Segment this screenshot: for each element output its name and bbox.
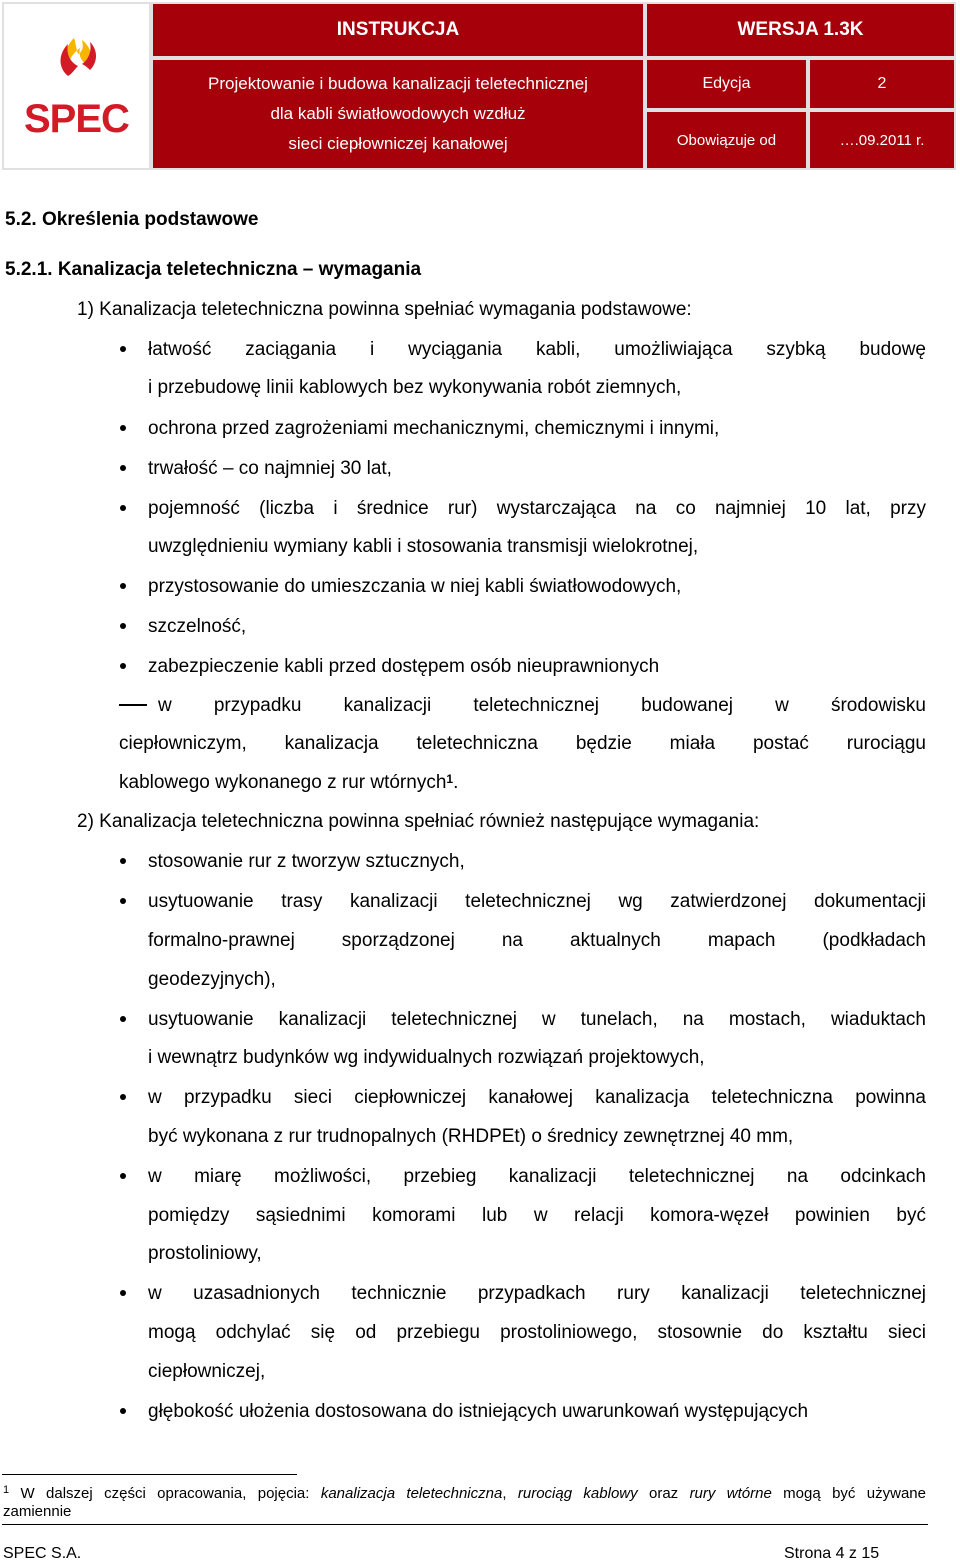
logo-wordmark: SPEC (24, 97, 129, 141)
document-header (2, 2, 956, 170)
version-cell: WERSJA 1.3K (645, 2, 956, 58)
doc-type-cell: INSTRUKCJA (151, 2, 645, 58)
list-item: głębokość ułożenia dostosowana do istniejących uwarunkowań występujących (148, 1401, 809, 1422)
list-item-cont: i przebudowę linii kablowych bez wykonywania robót ziemnych, (148, 377, 682, 398)
list-item-cont: uwzględnieniu wymiany kabli i stosowania transmisji wielokrotnej, (148, 536, 699, 557)
list-item: zabezpieczenie kabli przed dostępem osób nieuprawnionych (148, 656, 660, 677)
footnote-line-1: $^1$ W dalszej części opracowania, pojęcia: kanalizacja teletechniczna, rurociąg kablowy oraz rury wtórne mogą być używane (3, 1484, 926, 1502)
bullet-icon (120, 858, 126, 864)
list-item-1-intro: 1) Kanalizacja teletechniczna powinna spełniać wymagania podstawowe: (77, 299, 692, 320)
company-logo (2, 2, 151, 170)
edition-value: 2 (808, 58, 956, 110)
footnote-ref: 1 (446, 772, 454, 786)
list-item: w uzasadnionych technicznie przypadkach rury kanalizacji teletechnicznej (148, 1283, 926, 1304)
project-title-line-2: dla kabli światłowodowych wzdłuż (270, 104, 526, 123)
valid-from-label: Obowiązuje od (645, 110, 808, 170)
section-heading-5-2: 5.2. Określenia podstawowe (5, 209, 259, 230)
footer-page-number: Strona 4 z 15 (784, 1545, 880, 1562)
list-item: w przypadku sieci ciepłowniczej kanałowej kanalizacja teletechniczna powinna (148, 1087, 926, 1108)
project-title-line-3: sieci ciepłowniczej kanałowej (288, 134, 508, 153)
list-item-cont: być wykonana z rur trudnopalnych (RHDPEt) o średnicy zewnętrznej 40 mm, (148, 1126, 794, 1147)
list-item: usytuowanie trasy kanalizacji teletechnicznej wg zatwierdzonej dokumentacji (148, 891, 926, 912)
dash-marker (119, 704, 147, 706)
list-item: szczelność, (148, 616, 247, 637)
bullet-icon (120, 425, 126, 431)
bullet-icon (120, 583, 126, 589)
list-item: usytuowanie kanalizacji teletechnicznej w tunelach, na mostach, wiaduktach (148, 1009, 926, 1030)
list-item-cont: geodezyjnych), (148, 969, 276, 990)
bullet-icon (120, 623, 126, 629)
list-item-cont: ciepłowniczej, (148, 1361, 266, 1382)
list-item-cont: i wewnątrz budynków wg indywidualnych rozwiązań projektowych, (148, 1047, 705, 1068)
dash-paragraph-line-1: w przypadku kanalizacji teletechnicznej budowanej w środowisku (158, 695, 926, 716)
bullet-icon (120, 898, 126, 904)
list-item: ochrona przed zagrożeniami mechanicznymi, chemicznymi i innymi, (148, 418, 720, 439)
bullet-icon (120, 505, 126, 511)
dash-paragraph-line-2: ciepłowniczym, kanalizacja teletechniczna będzie miała postać rurociągu (119, 733, 926, 754)
list-item-cont: pomiędzy sąsiednimi komorami lub w relacji komora-węzeł powinien być (148, 1205, 926, 1226)
flame-logo-icon (4, 4, 149, 94)
list-item: przystosowanie do umieszczania w niej kabli światłowodowych, (148, 576, 682, 597)
section-heading-5-2-1: 5.2.1. Kanalizacja teletechniczna – wymagania (5, 259, 422, 280)
bullet-icon (120, 1408, 126, 1414)
bullet-icon (120, 1173, 126, 1179)
valid-from-value: ….09.2011 r. (808, 110, 956, 170)
list-item: trwałość – co najmniej 30 lat, (148, 458, 392, 479)
bullet-icon (120, 1094, 126, 1100)
bullet-icon (120, 663, 126, 669)
list-item: pojemność (liczba i średnice rur) wystarczająca na co najmniej 10 lat, przy (148, 498, 926, 519)
list-item: stosowanie rur z tworzyw sztucznych, (148, 851, 465, 872)
footer-separator (2, 1524, 928, 1525)
footnote-separator (2, 1474, 297, 1475)
list-item-cont: formalno-prawnej sporządzonej na aktualnych mapach (podkładach (148, 930, 926, 951)
dash-paragraph-line-3: kablowego wykonanego z rur wtórnych$^1$. (119, 772, 459, 793)
bullet-icon (120, 1290, 126, 1296)
footer-company: SPEC S.A. (3, 1545, 82, 1562)
list-item: w miarę możliwości, przebieg kanalizacji teletechnicznej na odcinkach (148, 1166, 926, 1187)
list-item-2-intro: 2) Kanalizacja teletechniczna powinna spełniać również następujące wymagania: (77, 811, 760, 832)
footnote-line-2: zamiennie (3, 1503, 72, 1520)
project-title-line-1: Projektowanie i budowa kanalizacji teletechnicznej (208, 74, 588, 93)
bullet-icon (120, 465, 126, 471)
bullet-icon (120, 346, 126, 352)
list-item-cont: mogą odchylać się od przebiegu prostoliniowego, stosownie do kształtu sieci (148, 1322, 926, 1343)
list-item-cont: prostoliniowy, (148, 1243, 262, 1264)
edition-label: Edycja (645, 58, 808, 110)
list-item: łatwość zaciągania i wyciągania kabli, umożliwiająca szybką budowę (148, 339, 926, 360)
bullet-icon (120, 1016, 126, 1022)
footnote-number: 1 (3, 1484, 10, 1496)
project-title-cell (151, 58, 645, 170)
